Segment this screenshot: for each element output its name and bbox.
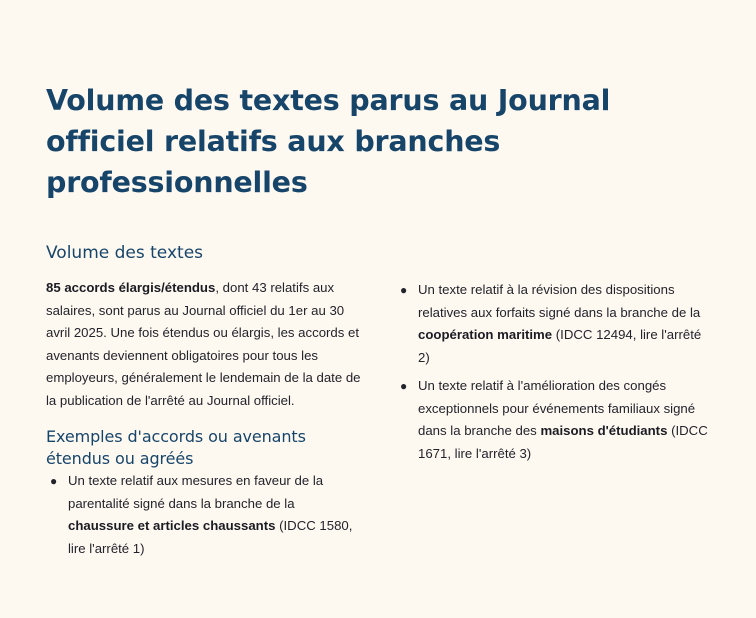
branch-name: chaussure et articles chaussants bbox=[68, 518, 276, 533]
section-heading-volume: Volume des textes bbox=[46, 243, 204, 263]
branch-name: maisons d'étudiants bbox=[540, 423, 668, 438]
article bbox=[46, 80, 716, 556]
item-reference: (IDCC 1671, lire l'arrêté 3) bbox=[418, 423, 708, 461]
bullet-icon: ● bbox=[400, 283, 408, 297]
list-item bbox=[46, 470, 364, 560]
examples-list-right bbox=[396, 279, 716, 465]
volume-count-highlight: 85 accords élargis/étendus bbox=[46, 280, 216, 295]
item-reference: (IDCC 1580, lire l'arrêté 1) bbox=[68, 518, 353, 556]
list-item bbox=[396, 375, 716, 465]
page-title: Volume des textes parus au Journal officiel relatifs aux branches professionnelles bbox=[46, 84, 611, 199]
bullet-icon: ● bbox=[400, 379, 408, 393]
item-text: Un texte relatif à l'amélioration des congés exceptionnels pour événements familiaux signé dans la branche des bbox=[418, 378, 696, 438]
item-text: Un texte relatif à la révision des dispositions relatives aux forfaits signé dans la branche de la bbox=[418, 282, 701, 320]
list-item bbox=[396, 279, 716, 369]
section-heading-examples: Exemples d'accords ou avenants étendus ou agréés bbox=[46, 427, 306, 468]
item-reference: (IDCC 12494, lire l'arrêté 2) bbox=[418, 327, 702, 365]
right-column bbox=[396, 279, 716, 471]
left-column bbox=[46, 242, 364, 566]
item-text: Un texte relatif aux mesures en faveur de la parentalité signé dans la branche de la bbox=[68, 473, 324, 511]
volume-paragraph bbox=[46, 277, 364, 412]
examples-list-left bbox=[46, 470, 364, 560]
volume-description: , dont 43 relatifs aux salaires, sont parus au Journal officiel du 1er au 30 avril 2025. Une fois étendus ou élargis, les accords et avenants deviennent obligatoires pour tous les employeurs, généralement le lendemain de la date de la publication de l'arrêté au Journal officiel. bbox=[46, 280, 361, 408]
branch-name: coopération maritime bbox=[418, 327, 553, 342]
bullet-icon: ● bbox=[50, 474, 58, 488]
